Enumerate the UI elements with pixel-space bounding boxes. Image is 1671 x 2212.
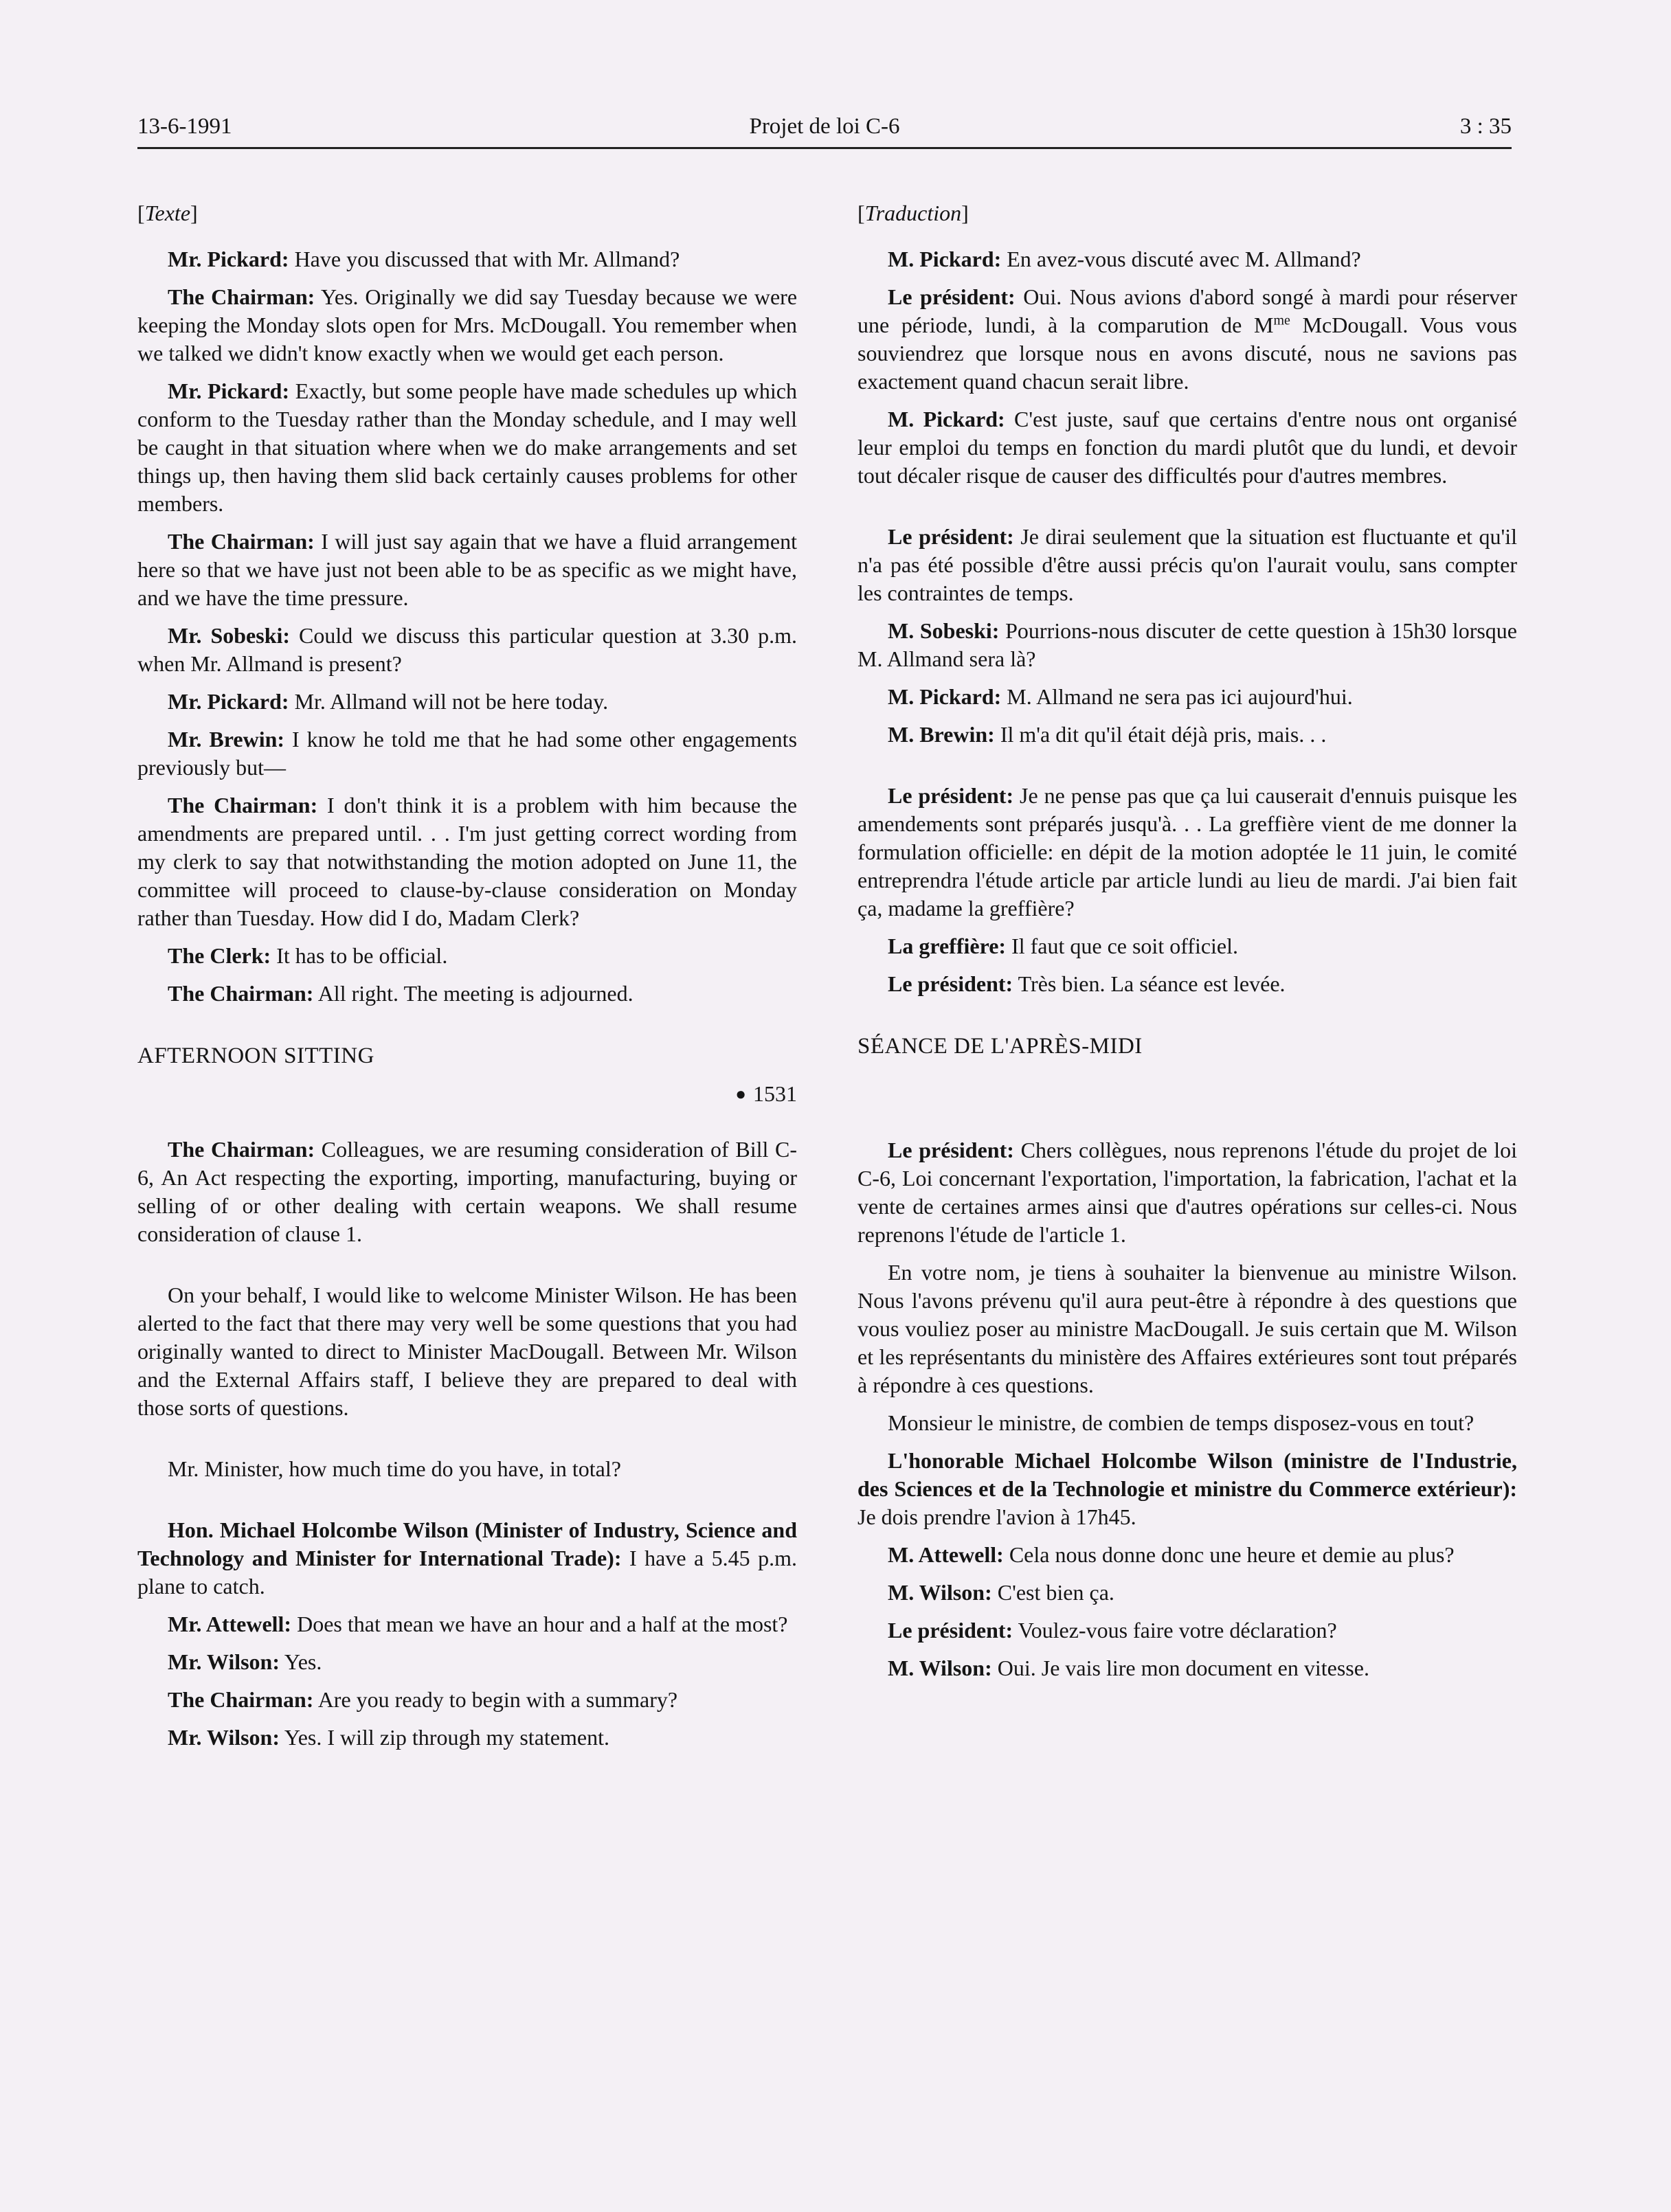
speaker: Mr. Wilson: <box>168 1725 280 1750</box>
speaker: Mr. Brewin: <box>168 727 285 752</box>
header-title: Projet de loi C-6 <box>749 114 900 139</box>
paragraph: Le président: Je ne pense pas que ça lui causerait d'ennuis puisque les amendements sont préparés jusqu'à. . . La greffière vient de me donner la formulation officielle: en dépit de la motion adoptée le 11 juin, le comité entreprendra l'étude article par article lundi au lieu de mardi. J'ai bien fait ça, madame la greffière? <box>857 783 1518 921</box>
header-page-number: 3 : 35 <box>1459 114 1512 139</box>
speaker: M. Brewin: <box>888 722 995 747</box>
paragraph: M. Wilson: Oui. Je vais lire mon document en vitesse. <box>888 1656 1369 1680</box>
speaker: M. Pickard: <box>888 684 1002 709</box>
paragraph: The Chairman: I don't think it is a problem with him because the amendments are prepared until. . . I'm just getting correct wording from my clerk to say that notwithstanding the motion adopted on June 11, the committee will proceed to clause-by-clause consideration on Monday rather than Tuesday. How did I do, Madam Clerk? <box>137 793 798 930</box>
paragraph: Mr. Attewell: Does that mean we have an hour and a half at the most? <box>168 1612 788 1636</box>
speaker: Mr. Sobeski: <box>168 623 291 648</box>
speaker: The Chairman: <box>168 529 315 554</box>
header-rule <box>137 147 1512 149</box>
speaker: The Chairman: <box>168 284 315 309</box>
speaker: Le président: <box>888 1138 1014 1162</box>
french-column <box>857 199 1517 1692</box>
paragraph: The Chairman: Are you ready to begin with a summary? <box>168 1687 678 1712</box>
speaker: M. Pickard: <box>888 407 1005 431</box>
paragraph: M. Pickard: C'est juste, sauf que certains d'entre nous ont organisé leur emploi du temps en fonction du mardi plutôt que du lundi, et devoir tout décaler risque de causer des difficultés pour d'autres membres. <box>857 407 1518 488</box>
speaker: M. Sobeski: <box>888 618 1000 643</box>
paragraph: The Clerk: It has to be official. <box>168 943 448 968</box>
paragraph: Mr. Pickard: Have you discussed that with Mr. Allmand? <box>168 247 680 271</box>
english-column <box>137 199 797 1761</box>
paragraph: M. Brewin: Il m'a dit qu'il était déjà pris, mais. . . <box>888 722 1327 747</box>
speaker: Hon. Michael Holcombe Wilson (Minister of Industry, Science and Technology and Minister for International Trade): <box>137 1517 797 1570</box>
speaker: M. Attewell: <box>888 1542 1004 1567</box>
paragraph: Mr. Sobeski: Could we discuss this particular question at 3.30 p.m. when Mr. Allmand is present? <box>137 623 797 676</box>
speaker: Mr. Pickard: <box>168 689 289 714</box>
section-heading-english: AFTERNOON SITTING <box>137 1043 374 1068</box>
speaker: Le président: <box>888 1618 1013 1643</box>
paragraph: M. Attewell: Cela nous donne donc une heure et demie au plus? <box>888 1542 1455 1567</box>
speaker: Le président: <box>888 971 1013 996</box>
speaker: The Chairman: <box>168 1687 314 1712</box>
speaker: La greffière: <box>888 934 1007 958</box>
paragraph: Le président: Très bien. La séance est levée. <box>888 971 1286 996</box>
speaker: Le président: <box>888 783 1014 808</box>
speaker: The Clerk: <box>168 943 271 968</box>
page-header <box>137 114 1512 155</box>
paragraph: En votre nom, je tiens à souhaiter la bienvenue au ministre Wilson. Nous l'avons prévenu qu'il aura peut-être à répondre à des questions que vous vouliez poser au ministre MacDougall. Je suis certain que M. Wilson et les représentants du ministère des Affaires extérieures sont tout préparés à répondre à ces questions. <box>857 1260 1517 1397</box>
paragraph: Le président: Oui. Nous avions d'abord songé à mardi pour réserver une période, lundi, à la comparution de $M^{me}$ McDougall. Vous vous souviendrez que lorsque nous en avons discuté, nous ne savions pas exactement quand chacun serait libre. <box>857 284 1518 394</box>
paragraph: M. Pickard: En avez-vous discuté avec M. Allmand? <box>888 247 1361 271</box>
paragraph: M. Pickard: M. Allmand ne sera pas ici aujourd'hui. <box>888 684 1353 709</box>
speaker: Mr. Pickard: <box>168 379 290 403</box>
speaker: Le président: <box>888 524 1014 549</box>
paragraph: Le président: Voulez-vous faire votre déclaration? <box>888 1618 1337 1643</box>
paragraph: Mr. Wilson: Yes. I will zip through my statement. <box>168 1725 609 1750</box>
paragraph: M. Wilson: C'est bien ça. <box>888 1580 1114 1605</box>
speaker: The Chairman: <box>168 1137 315 1162</box>
paragraph: Monsieur le ministre, de combien de temps disposez-vous en tout? <box>888 1410 1474 1435</box>
bullet-icon: ● <box>735 1084 746 1104</box>
speaker: Mr. Wilson: <box>168 1649 280 1674</box>
speaker: The Chairman: <box>168 981 314 1006</box>
paragraph: Mr. Minister, how much time do you have, in total? <box>168 1456 621 1481</box>
paragraph: The Chairman: Colleagues, we are resuming consideration of Bill C-6, An Act respecting the exporting, importing, manufacturing, buying or selling of or other dealing with certain weapons. We shall resume consideration of clause 1. <box>137 1137 798 1246</box>
speaker: The Chairman: <box>168 793 318 817</box>
paragraph: The Chairman: All right. The meeting is adjourned. <box>168 981 633 1006</box>
speaker: Le président: <box>888 284 1016 309</box>
column-tag-english: [Texte] <box>137 201 198 225</box>
paragraph: M. Sobeski: Pourrions-nous discuter de cette question à 15h30 lorsque M. Allmand sera là? <box>857 618 1517 671</box>
column-tag-french: [Traduction] <box>857 201 969 225</box>
paragraph: Mr. Pickard: Mr. Allmand will not be here today. <box>168 689 609 714</box>
speaker: M. Wilson: <box>888 1580 992 1605</box>
paragraph: Le président: Je dirai seulement que la situation est fluctuante et qu'il n'a pas été possible d'être aussi précis qu'on l'aurait voulu, sans compter les contraintes de temps. <box>857 524 1518 605</box>
paragraph: Mr. Brewin: I know he told me that he had some other engagements previously but— <box>137 727 798 780</box>
speaker: L'honorable Michael Holcombe Wilson (ministre de l'Industrie, des Sciences et de la Technologie et ministre du Commerce extérieur): <box>857 1448 1517 1501</box>
paragraph: L'honorable Michael Holcombe Wilson (ministre de l'Industrie, des Sciences et de la Technologie et ministre du Commerce extérieur): Je dois prendre l'avion à 17h45. <box>857 1448 1517 1529</box>
paragraph: The Chairman: Yes. Originally we did say Tuesday because we were keeping the Monday slots open for Mrs. McDougall. You remember when we talked we didn't know exactly when we would get each person. <box>137 284 798 365</box>
paragraph: Mr. Pickard: Exactly, but some people have made schedules up which conform to the Tuesday rather than the Monday schedule, and I may well be caught in that situation where when we do make arrangements and set things up, then having them slid back certainly causes problems for other members. <box>137 379 798 516</box>
paragraph: Le président: Chers collègues, nous reprenons l'étude du projet de loi C-6, Loi concernant l'exportation, l'importation, la fabrication, l'achat et la vente de certaines armes ainsi que d'autres opérations sur celles-ci. Nous reprenons l'étude de l'article 1. <box>857 1138 1518 1247</box>
speaker: M. Pickard: <box>888 247 1002 271</box>
section-heading-french: SÉANCE DE L'APRÈS-MIDI <box>857 1034 1143 1059</box>
paragraph: The Chairman: I will just say again that we have a fluid arrangement here so that we have just not been able to be as specific as we might have, and we have the time pressure. <box>137 529 798 610</box>
speaker: Mr. Attewell: <box>168 1612 292 1636</box>
paragraph: La greffière: Il faut que ce soit officiel. <box>888 934 1239 958</box>
paragraph: Mr. Wilson: Yes. <box>168 1649 322 1674</box>
header-date: 13-6-1991 <box>137 114 232 139</box>
speaker: Mr. Pickard: <box>168 247 289 271</box>
speaker: M. Wilson: <box>888 1656 992 1680</box>
timestamp: ● 1531 <box>735 1081 797 1106</box>
paragraph: On your behalf, I would like to welcome Minister Wilson. He has been alerted to the fact that there may very well be some questions that you had originally wanted to direct to Minister MacDougall. Between Mr. Wilson and the External Affairs staff, I believe they are prepared to deal with those sorts of questions. <box>137 1283 797 1420</box>
paragraph: Hon. Michael Holcombe Wilson (Minister of Industry, Science and Technology and Minister for International Trade): I have a 5.45 p.m. plane to catch. <box>137 1517 798 1599</box>
